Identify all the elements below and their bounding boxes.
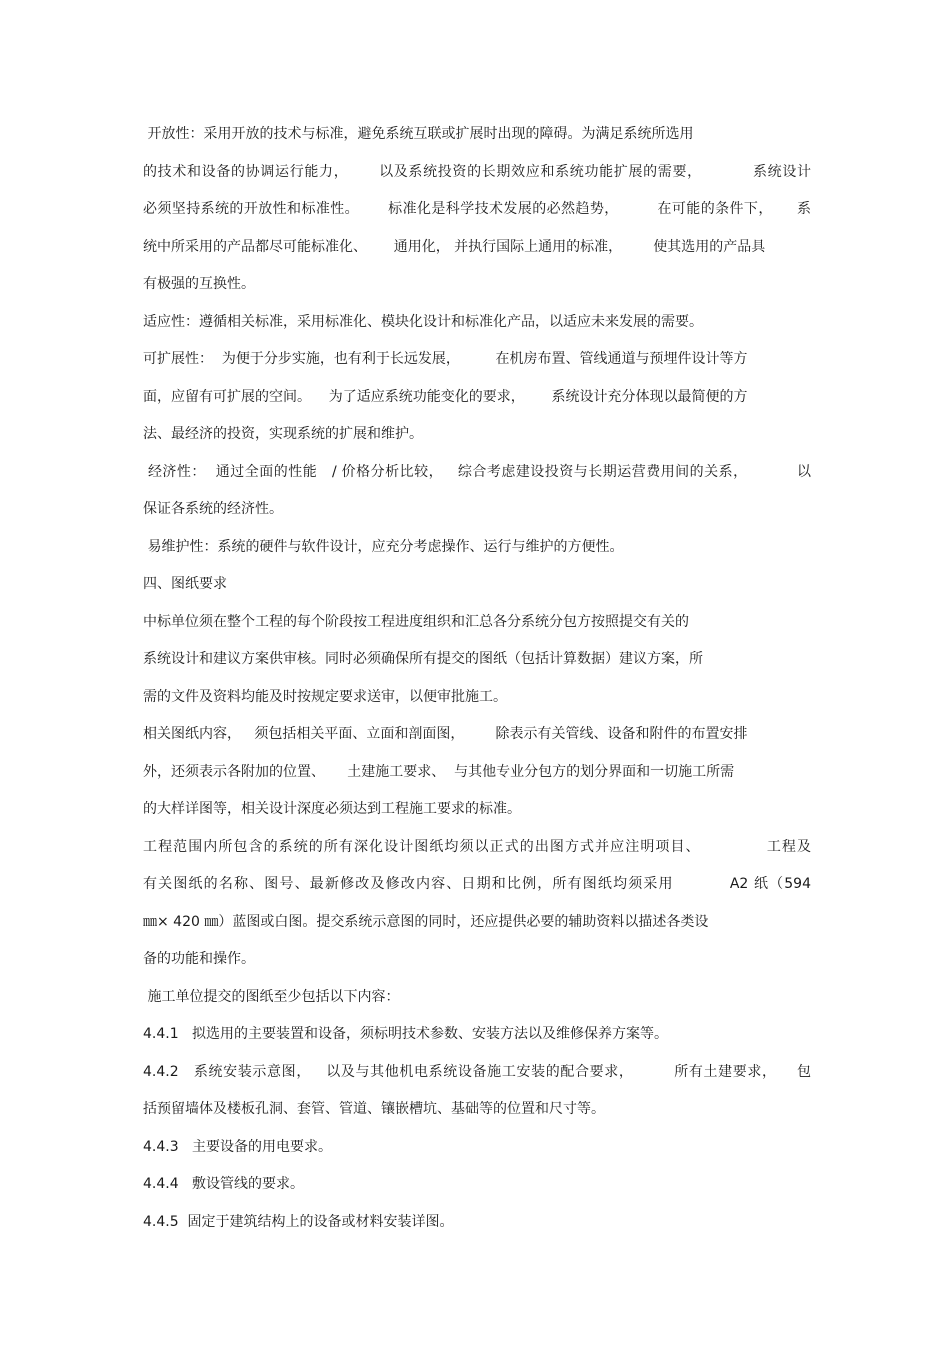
section-heading: 四、图纸要求 [143,576,227,592]
list-item: 4.4.4 敷设管线的要求。 [143,1176,304,1192]
paragraph-line: 经济性： 通过全面的性能 / 价格分析比较， 综合考虑建设投资与长期运营费用间的关系， 以 [143,464,811,480]
paragraph-line: 必须坚持系统的开放性和标准性。 标准化是科学技术发展的必然趋势， 在可能的条件下， 系 [143,201,811,217]
paragraph-line: 法、最经济的投资，实现系统的扩展和维护。 [143,426,423,442]
paragraph-line: 的技术和设备的协调运行能力， 以及系统投资的长期效应和系统功能扩展的需要， 系统设计 [143,164,811,180]
list-item-continuation: 括预留墙体及楼板孔洞、套管、管道、镶嵌槽坑、基础等的位置和尺寸等。 [143,1101,605,1117]
list-item: 4.4.2 系统安装示意图， 以及与其他机电系统设备施工安装的配合要求， 所有土建要求， 包 [143,1064,811,1080]
paragraph-line: ㎜× 420 ㎜）蓝图或白图。提交系统示意图的同时，还应提供必要的辅助资料以描述各类设 [143,914,709,930]
paragraph-line: 保证各系统的经济性。 [143,501,283,517]
paragraph-line: 易维护性：系统的硬件与软件设计，应充分考虑操作、运行与维护的方便性。 [143,539,624,555]
paragraph-line: 面，应留有可扩展的空间。 为了适应系统功能变化的要求， 系统设计充分体现以最简便的方 [143,389,748,405]
paragraph-line: 工程范围内所包含的系统的所有深化设计图纸均须以正式的出图方式并应注明项目、 工程及 [143,839,811,855]
paragraph-line: 备的功能和操作。 [143,951,255,967]
list-item: 4.4.1 拟选用的主要装置和设备，须标明技术参数、安装方法以及维修保养方案等。 [143,1026,668,1042]
paragraph-line: 统中所采用的产品都尽可能标准化、 通用化， 并执行国际上通用的标准， 使其选用的产品具 [143,239,766,255]
paragraph-line: 有关图纸的名称、图号、最新修改及修改内容、日期和比例，所有图纸均须采用 A2 纸（594 [143,876,811,892]
paragraph-line: 开放性：采用开放的技术与标准，避免系统互联或扩展时出现的障碍。为满足系统所选用 [143,126,694,142]
paragraph-line: 适应性：遵循相关标准，采用标准化、模块化设计和标准化产品，以适应未来发展的需要。 [143,314,703,330]
paragraph-line: 可扩展性： 为便于分步实施，也有利于长远发展， 在机房布置、管线通道与预埋件设计等方 [143,351,748,367]
paragraph-line: 的大样详图等，相关设计深度必须达到工程施工要求的标准。 [143,801,521,817]
paragraph-line: 相关图纸内容， 须包括相关平面、立面和剖面图， 除表示有关管线、设备和附件的布置安排 [143,726,748,742]
paragraph-line: 需的文件及资料均能及时按规定要求送审，以便审批施工。 [143,689,507,705]
paragraph-line: 施工单位提交的图纸至少包括以下内容： [143,989,400,1005]
paragraph-line: 外，还须表示各附加的位置、 土建施工要求、 与其他专业分包方的划分界面和一切施工所需 [143,764,735,780]
paragraph-line: 系统设计和建议方案供审核。同时必须确保所有提交的图纸（包括计算数据）建议方案，所 [143,651,703,667]
paragraph-line: 有极强的互换性。 [143,276,255,292]
paragraph-line: 中标单位须在整个工程的每个阶段按工程进度组织和汇总各分系统分包方按照提交有关的 [143,614,689,630]
list-item: 4.4.5 固定于建筑结构上的设备或材料安装详图。 [143,1214,454,1230]
list-item: 4.4.3 主要设备的用电要求。 [143,1139,332,1155]
